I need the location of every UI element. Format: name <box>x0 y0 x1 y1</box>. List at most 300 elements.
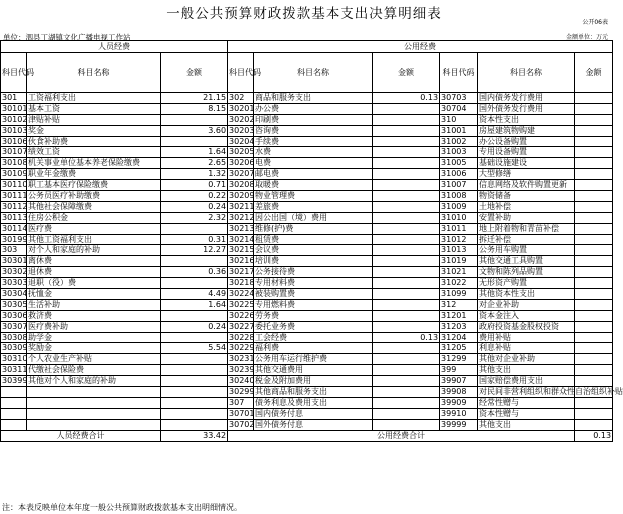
table-row <box>1 267 613 278</box>
personnel-code-cell: 30102 <box>2 114 28 124</box>
personnel-name-cell: 对个人和家庭的补助 <box>27 245 161 256</box>
public-name-cell: 其他商品和服务支出 <box>254 387 373 398</box>
public-amount-cell <box>373 158 440 169</box>
public-code-cell: 30224 <box>229 288 255 298</box>
money-unit: 金额单位：万元 <box>565 34 608 41</box>
public-name-cell: 委托业务费 <box>254 321 373 332</box>
personnel-code-cell: 30304 <box>2 288 28 298</box>
public-code-2-cell: 31003 <box>440 147 478 158</box>
public-name-cell: 水费 <box>254 147 373 158</box>
public-name-cell: 手续费 <box>254 136 373 147</box>
public-name-2-cell: 其他资本性支出 <box>478 289 575 300</box>
public-code-2-cell: 31203 <box>440 321 478 332</box>
personnel-amount-cell <box>161 278 228 289</box>
public-name-2-cell: 对民间非营利组织和群众性自治组织补贴 <box>479 386 623 396</box>
public-name-cell: 培训费 <box>254 256 373 267</box>
public-amount-cell <box>373 365 440 376</box>
public-code-2-cell: 30703 <box>440 93 478 104</box>
personnel-amount-cell: 1.32 <box>161 169 228 180</box>
public-code-cell: 30240 <box>229 376 255 386</box>
personnel-code-cell: 30305 <box>2 299 28 309</box>
column-header-row <box>1 53 613 93</box>
public-name-cell: 商品和服务支出 <box>254 93 373 104</box>
public-name-2-cell: 费用补贴 <box>478 332 575 343</box>
personnel-name-cell: 助学金 <box>27 332 161 343</box>
personnel-name-cell: 基本工资 <box>27 103 161 114</box>
public-code-2-cell: 399 <box>440 365 478 376</box>
public-name-2-cell: 政府投资基金股权投资 <box>478 321 575 332</box>
table-row <box>1 136 613 147</box>
table-row <box>1 299 613 310</box>
public-code-2-cell: 31011 <box>440 223 478 234</box>
public-code-cell: 30299 <box>229 386 255 396</box>
public-amount-cell <box>373 245 440 256</box>
public-name-cell: 办公费 <box>254 103 373 114</box>
public-amount-cell <box>373 114 440 125</box>
personnel-amount-cell: 0.71 <box>161 180 228 191</box>
public-amount-2-cell <box>575 180 613 191</box>
public-amount-cell <box>373 223 440 234</box>
personnel-code-cell <box>1 387 27 398</box>
public-name-2-cell: 无形资产购置 <box>478 278 575 289</box>
col-amount-header: 金额 <box>161 53 228 93</box>
personnel-total-value: 33.42 <box>161 430 228 441</box>
personnel-total-label: 人员经费合计 <box>1 430 161 441</box>
public-code-2-cell: 31005 <box>440 158 478 169</box>
public-code-2-cell: 31205 <box>440 343 478 354</box>
public-code-2-cell: 31007 <box>440 180 478 191</box>
col-amount-header: 金额 <box>575 53 613 93</box>
personnel-code-cell: 30310 <box>2 354 28 364</box>
public-code-cell: 30208 <box>229 180 255 190</box>
public-code-cell: 30204 <box>229 136 255 146</box>
personnel-name-cell: 绩效工资 <box>27 147 161 158</box>
public-name-2-cell: 国家赔偿费用支出 <box>478 376 575 387</box>
public-code-2-cell: 39909 <box>440 397 478 408</box>
personnel-amount-cell <box>161 419 228 430</box>
public-name-2-cell: 其他支出 <box>478 419 575 430</box>
personnel-name-cell: 职业年金缴费 <box>27 169 161 180</box>
personnel-code-cell: 30106 <box>2 136 28 146</box>
personnel-name-cell: 住房公积金 <box>27 212 161 223</box>
public-code-cell: 30239 <box>229 365 255 375</box>
public-name-cell: 专用材料费 <box>254 278 373 289</box>
public-amount-2-cell <box>575 365 613 376</box>
public-amount-cell <box>373 136 440 147</box>
public-name-cell: 工会经费 <box>254 332 373 343</box>
public-code-2-cell: 31009 <box>440 201 478 212</box>
public-header: 公用经费 <box>228 41 613 53</box>
personnel-code-cell: 30302 <box>2 267 28 277</box>
public-amount-cell <box>373 125 440 136</box>
public-code-cell: 30206 <box>229 158 255 168</box>
form-number: 公开06表 <box>582 19 608 26</box>
public-code-cell: 30226 <box>229 310 255 320</box>
public-code-cell: 30702 <box>229 419 255 429</box>
public-name-cell: 维修(护)费 <box>254 223 373 234</box>
table-row <box>1 114 613 125</box>
personnel-code-cell: 30110 <box>2 180 28 190</box>
public-code-2-cell: 31099 <box>440 289 478 300</box>
personnel-name-cell: 职工基本医疗保险缴费 <box>27 180 161 191</box>
public-amount-cell <box>373 354 440 365</box>
expenditure-table <box>0 40 623 442</box>
personnel-amount-cell <box>161 256 228 267</box>
public-name-2-cell: 拆迁补偿 <box>478 234 575 245</box>
public-amount-2-cell <box>575 136 613 147</box>
public-amount-2-cell <box>575 114 613 125</box>
personnel-code-cell: 30112 <box>2 201 28 211</box>
public-name-2-cell: 专用设备购置 <box>478 147 575 158</box>
table-row <box>1 376 613 387</box>
personnel-code-cell: 30108 <box>2 158 28 168</box>
public-code-2-cell: 310 <box>440 114 478 125</box>
personnel-amount-cell: 0.31 <box>161 234 228 245</box>
public-code-cell: 30225 <box>229 299 255 309</box>
table-row <box>1 180 613 191</box>
personnel-name-cell: 公务员医疗补助缴费 <box>27 191 161 202</box>
personnel-amount-cell <box>161 354 228 365</box>
group-header-row <box>1 41 613 53</box>
public-amount-2-cell <box>575 256 613 267</box>
public-name-cell: 国外债务付息 <box>254 419 373 430</box>
public-total-value: 0.13 <box>575 430 613 441</box>
public-code-cell: 30229 <box>229 343 255 353</box>
public-name-cell: 印刷费 <box>254 114 373 125</box>
personnel-amount-cell <box>161 223 228 234</box>
public-amount-cell <box>373 147 440 158</box>
public-name-2-cell: 资本性赠与 <box>478 408 575 419</box>
personnel-amount-cell: 1.64 <box>161 299 228 310</box>
public-amount-cell <box>373 397 440 408</box>
personnel-amount-cell <box>161 114 228 125</box>
public-name-cell: 会议费 <box>254 245 373 256</box>
public-name-2-cell: 经常性赠与 <box>478 397 575 408</box>
public-name-2-cell: 文物和陈列品购置 <box>478 267 575 278</box>
public-code-cell: 30212 <box>229 212 255 222</box>
public-amount-cell <box>373 212 440 223</box>
personnel-amount-cell <box>161 332 228 343</box>
table-row <box>1 191 613 202</box>
personnel-amount-cell: 2.65 <box>161 158 228 169</box>
public-amount-2-cell <box>575 223 613 234</box>
personnel-code-cell <box>1 408 27 419</box>
public-amount-2-cell <box>575 321 613 332</box>
col-code-header: 科目代码 <box>228 53 254 93</box>
public-code-2-cell: 31022 <box>440 278 478 289</box>
public-name-cell: 物业管理费 <box>254 191 373 202</box>
public-name-2-cell: 物资储备 <box>478 191 575 202</box>
personnel-amount-cell: 2.32 <box>161 212 228 223</box>
public-code-cell: 302 <box>228 93 254 104</box>
col-code-header: 科目代码 <box>440 53 478 93</box>
public-name-2-cell: 大型修缮 <box>478 169 575 180</box>
personnel-amount-cell: 21.15 <box>161 93 228 104</box>
personnel-amount-cell: 5.54 <box>161 343 228 354</box>
public-amount-2-cell <box>575 354 613 365</box>
public-name-cell: 取暖费 <box>254 180 373 191</box>
public-code-cell: 30216 <box>229 256 255 266</box>
public-code-2-cell: 31006 <box>440 169 478 180</box>
public-amount-2-cell <box>575 191 613 202</box>
public-code-2-cell: 31010 <box>440 212 478 223</box>
public-amount-cell <box>373 180 440 191</box>
personnel-name-cell: 医疗费 <box>27 223 161 234</box>
personnel-code-cell: 30311 <box>2 365 28 375</box>
public-name-2-cell: 国内债务发行费用 <box>478 93 575 104</box>
table-row <box>1 201 613 212</box>
table-row <box>1 289 613 300</box>
public-code-2-cell: 31021 <box>440 267 478 278</box>
public-code-2-cell: 31201 <box>440 310 478 321</box>
public-code-cell: 30211 <box>229 201 255 211</box>
personnel-code-cell: 30308 <box>2 332 28 342</box>
public-amount-2-cell <box>575 289 613 300</box>
personnel-name-cell: 抚恤金 <box>27 289 161 300</box>
personnel-code-cell: 30111 <box>2 190 28 200</box>
table-row <box>1 321 613 332</box>
public-amount-cell <box>373 310 440 321</box>
col-name-header: 科目名称 <box>254 53 373 93</box>
public-name-2-cell: 地上附着物和青苗补偿 <box>478 223 575 234</box>
table-row <box>1 256 613 267</box>
table-row <box>1 332 613 343</box>
public-code-cell: 30228 <box>229 332 255 342</box>
personnel-name-cell: 离休费 <box>27 256 161 267</box>
personnel-name-cell <box>27 408 161 419</box>
personnel-name-cell: 其他工资福利支出 <box>27 234 161 245</box>
public-code-cell: 30201 <box>229 103 255 113</box>
public-name-cell: 税金及附加费用 <box>254 376 373 387</box>
public-name-cell: 福利费 <box>254 343 373 354</box>
public-code-cell: 30207 <box>229 169 255 179</box>
table-row <box>1 223 613 234</box>
personnel-name-cell: 生活补助 <box>27 299 161 310</box>
public-amount-2-cell <box>575 376 613 387</box>
table-row <box>1 354 613 365</box>
public-amount-cell <box>373 289 440 300</box>
public-code-cell: 30214 <box>229 234 255 244</box>
public-amount-cell <box>373 267 440 278</box>
table-row <box>1 158 613 169</box>
public-code-cell: 30217 <box>229 267 255 277</box>
table-row <box>1 245 613 256</box>
public-name-2-cell: 资本金注入 <box>478 310 575 321</box>
personnel-name-cell: 个人农业生产补贴 <box>27 354 161 365</box>
personnel-amount-cell: 8.15 <box>161 103 228 114</box>
public-name-cell: 劳务费 <box>254 310 373 321</box>
public-amount-cell: 0.13 <box>373 93 440 104</box>
public-code-2-cell: 31013 <box>440 245 478 256</box>
public-amount-2-cell <box>575 169 613 180</box>
table-row <box>1 408 613 419</box>
public-code-2-cell: 31012 <box>440 234 478 245</box>
public-name-2-cell: 办公设备购置 <box>478 136 575 147</box>
table-row <box>1 310 613 321</box>
public-name-cell: 因公出国（境）费用 <box>254 212 373 223</box>
public-amount-2-cell <box>575 332 613 343</box>
public-name-cell: 被装购置费 <box>254 289 373 300</box>
personnel-amount-cell <box>161 310 228 321</box>
personnel-amount-cell: 0.36 <box>161 267 228 278</box>
public-code-cell: 30227 <box>229 321 255 331</box>
personnel-amount-cell: 0.24 <box>161 201 228 212</box>
table-row <box>1 125 613 136</box>
public-code-2-cell: 39910 <box>440 408 478 419</box>
public-amount-cell <box>373 376 440 387</box>
personnel-name-cell: 退休费 <box>27 267 161 278</box>
personnel-name-cell: 其他社会保障缴费 <box>27 201 161 212</box>
public-total-label: 公用经费合计 <box>228 430 575 441</box>
personnel-code-cell: 30301 <box>2 256 28 266</box>
public-name-cell: 差旅费 <box>254 201 373 212</box>
table-body <box>1 92 623 431</box>
personnel-name-cell <box>27 419 161 430</box>
table-row <box>1 365 613 376</box>
public-name-cell: 其他交通费用 <box>254 365 373 376</box>
page-title: 一般公共预算财政拨款基本支出决算明细表 <box>166 6 442 22</box>
public-name-cell: 咨询费 <box>254 125 373 136</box>
public-amount-cell <box>373 408 440 419</box>
public-amount-2-cell <box>575 125 613 136</box>
public-amount-cell <box>373 419 440 430</box>
table-row <box>1 169 613 180</box>
personnel-amount-cell: 12.27 <box>161 245 228 256</box>
public-amount-cell <box>373 169 440 180</box>
personnel-name-cell <box>27 387 161 398</box>
col-name-header: 科目名称 <box>27 53 161 93</box>
personnel-amount-cell: 0.24 <box>161 321 228 332</box>
public-amount-2-cell <box>575 147 613 158</box>
public-name-2-cell: 对企业补助 <box>478 299 575 310</box>
personnel-code-cell: 301 <box>1 93 27 104</box>
personnel-code-cell: 30114 <box>2 223 28 233</box>
personnel-amount-cell <box>161 408 228 419</box>
public-amount-2-cell <box>575 245 613 256</box>
public-amount-2-cell <box>575 397 613 408</box>
personnel-amount-cell: 0.22 <box>161 191 228 202</box>
public-amount-2-cell <box>575 201 613 212</box>
public-code-cell: 30203 <box>229 125 255 135</box>
personnel-code-cell: 30107 <box>2 147 28 157</box>
personnel-amount-cell: 1.64 <box>161 147 228 158</box>
personnel-amount-cell <box>161 387 228 398</box>
personnel-amount-cell: 3.60 <box>161 125 228 136</box>
public-code-cell: 30213 <box>229 223 255 233</box>
public-amount-2-cell <box>575 408 613 419</box>
public-amount-2-cell <box>575 419 613 430</box>
public-amount-cell <box>373 343 440 354</box>
public-code-2-cell: 39907 <box>440 376 478 387</box>
footnote: 注：本表反映单位本年度一般公共预算财政拨款基本支出明细情况。 <box>2 503 242 512</box>
table-row <box>1 343 613 354</box>
public-amount-cell <box>373 191 440 202</box>
personnel-name-cell: 救济费 <box>27 310 161 321</box>
totals-row <box>1 430 613 441</box>
personnel-name-cell: 工资福利支出 <box>27 93 161 104</box>
public-amount-cell <box>373 278 440 289</box>
public-name-2-cell: 基础设施建设 <box>478 158 575 169</box>
table-row <box>1 212 613 223</box>
public-name-2-cell: 利息补贴 <box>478 343 575 354</box>
public-amount-cell <box>373 299 440 310</box>
table-row <box>1 278 613 289</box>
personnel-amount-cell <box>161 376 228 387</box>
public-code-cell: 30218 <box>229 278 255 288</box>
public-amount-cell <box>373 201 440 212</box>
public-code-cell: 30209 <box>229 190 255 200</box>
public-amount-2-cell <box>575 299 613 310</box>
table-row <box>1 234 613 245</box>
public-amount-2-cell <box>575 234 613 245</box>
public-amount-cell <box>373 387 440 398</box>
personnel-code-cell <box>1 419 27 430</box>
personnel-name-cell: 其他对个人和家庭的补助 <box>27 376 161 387</box>
public-name-cell: 专用燃料费 <box>254 299 373 310</box>
public-name-2-cell: 其他交通工具购置 <box>478 256 575 267</box>
table-row <box>1 93 613 104</box>
public-amount-cell <box>373 234 440 245</box>
col-name-header: 科目名称 <box>478 53 575 93</box>
public-name-2-cell: 资本性支出 <box>478 114 575 125</box>
personnel-name-cell: 伙食补助费 <box>27 136 161 147</box>
public-code-cell: 30205 <box>229 147 255 157</box>
table-row <box>1 397 613 408</box>
public-amount-cell <box>373 256 440 267</box>
public-name-2-cell: 土地补偿 <box>478 201 575 212</box>
public-code-cell: 30231 <box>229 354 255 364</box>
public-code-2-cell: 31204 <box>440 332 478 343</box>
public-name-2-cell: 安置补助 <box>478 212 575 223</box>
public-amount-2-cell <box>575 267 613 278</box>
public-name-cell: 公务用车运行维护费 <box>254 354 373 365</box>
public-amount-cell <box>373 103 440 114</box>
public-name-2-cell: 公务用车购置 <box>478 245 575 256</box>
col-code-header: 科目代码 <box>1 53 27 93</box>
unit-label: 单位：泗县丁湖镇文化广播电视工作站 <box>3 33 131 42</box>
personnel-name-cell: 津贴补贴 <box>27 114 161 125</box>
public-amount-2-cell <box>575 103 613 114</box>
public-name-cell: 债务利息及费用支出 <box>254 397 373 408</box>
public-code-2-cell: 31001 <box>440 125 478 136</box>
public-code-2-cell: 30704 <box>440 103 478 114</box>
personnel-name-cell: 奖金 <box>27 125 161 136</box>
personnel-code-cell: 30303 <box>2 278 28 288</box>
public-amount-2-cell <box>575 93 613 104</box>
personnel-header: 人员经费 <box>1 41 228 53</box>
personnel-name-cell <box>27 397 161 408</box>
personnel-code-cell: 30103 <box>2 125 28 135</box>
personnel-amount-cell <box>161 397 228 408</box>
personnel-name-cell: 机关事业单位基本养老保险缴费 <box>27 158 161 169</box>
personnel-name-cell: 奖励金 <box>27 343 161 354</box>
personnel-code-cell <box>1 397 27 408</box>
personnel-code-cell: 30306 <box>2 310 28 320</box>
public-name-2-cell: 房屋建筑物购建 <box>478 125 575 136</box>
public-code-2-cell: 31019 <box>440 256 478 267</box>
public-name-cell: 电费 <box>254 158 373 169</box>
personnel-code-cell: 30199 <box>2 234 28 244</box>
public-amount-cell <box>373 321 440 332</box>
public-name-cell: 邮电费 <box>254 169 373 180</box>
col-amount-header: 金额 <box>373 53 440 93</box>
public-code-2-cell: 39908 <box>440 387 478 398</box>
public-code-2-cell: 31008 <box>440 191 478 202</box>
personnel-amount-cell <box>161 136 228 147</box>
public-code-cell: 30215 <box>229 245 255 255</box>
public-code-2-cell: 312 <box>440 299 478 310</box>
table-row <box>1 103 613 114</box>
